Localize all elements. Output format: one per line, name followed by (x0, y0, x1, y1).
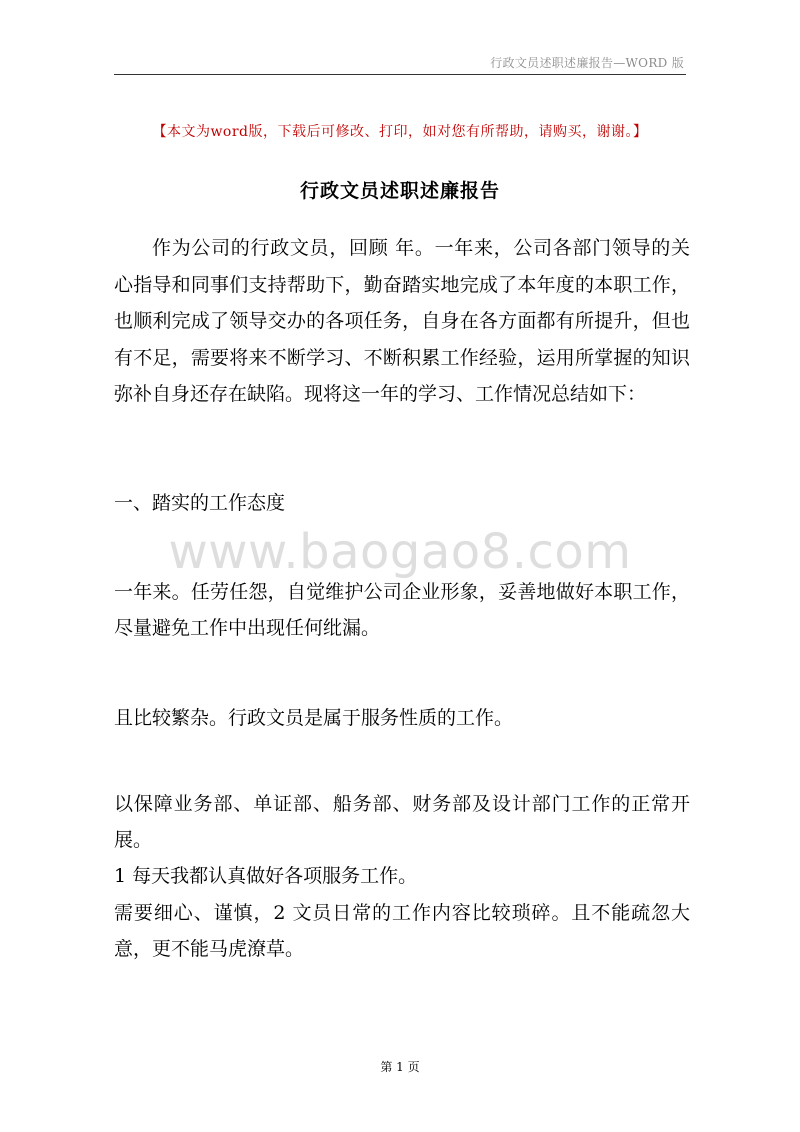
watermark: www.baogao8.com (168, 524, 632, 580)
body-paragraph (114, 786, 690, 894)
document-title: 行政文员述职述廉报告 (299, 180, 500, 202)
page-number: 第 1 页 (380, 1060, 420, 1074)
body-paragraph: 一年来。任劳任怨，自觉维护公司企业形象，妥善地做好本职工作，尽量避免工作中出现任何纰漏。 (114, 581, 690, 639)
intro-paragraph: 作为公司的行政文员，回顾 年。一年来，公司各部门领导的关心指导和同事们支持帮助下，勤奋踏实地完成了本年度的本职工作，也顺利完成了领导交办的各项任务，自身在各方面都有所提升，但也有不足，需要将来不断学习、不断积累工作经验，运用所掌握的知识弥补自身还存在缺陷。现将这一年的学习、工作情况总结如下： (114, 237, 690, 405)
body-paragraph: 需要细心、谨慎，2 文员日常的工作内容比较琐碎。且不能疏忽大意，更不能马虎潦草。 (114, 902, 690, 960)
header-divider (114, 74, 686, 75)
body-paragraph: 且比较繁杂。行政文员是属于服务性质的工作。 (114, 707, 514, 729)
body-line: 以保障业务部、单证部、船务部、财务部及设计部门工作的正常开展。 (114, 793, 690, 851)
section-heading: 一、踏实的工作态度 (114, 492, 286, 514)
download-notice: 【本文为word版，下载后可修改、打印，如对您有所帮助，请购买，谢谢。】 (152, 124, 648, 140)
running-header: 行政文员述职述廉报告—WORD 版 (490, 56, 684, 70)
body-line: 1 每天我都认真做好各项服务工作。 (114, 865, 418, 887)
